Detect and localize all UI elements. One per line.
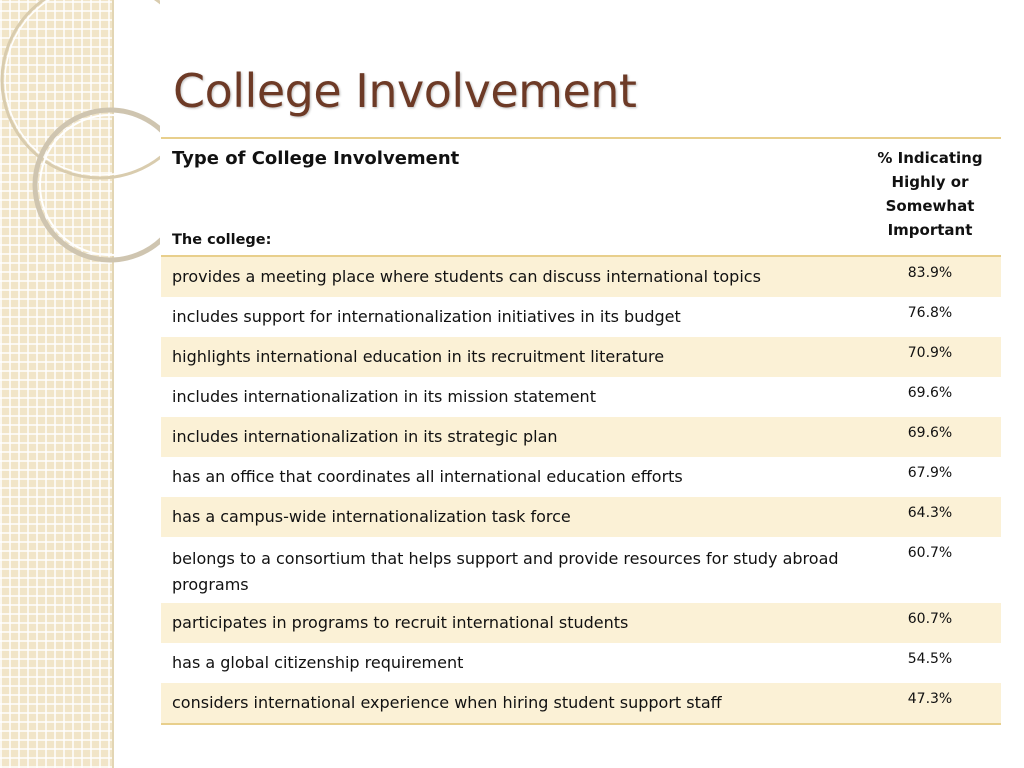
row-percent: 69.6% — [907, 385, 953, 401]
table-row — [161, 297, 1001, 337]
header-type-cell — [161, 138, 859, 256]
row-item: has an office that coordinates all international education efforts — [172, 467, 683, 486]
row-percent: 60.7% — [859, 603, 1001, 643]
row-percent: 60.7% — [907, 545, 953, 561]
row-percent: 64.3% — [859, 497, 1001, 537]
table-row — [161, 497, 1001, 537]
row-item: highlights international education in its recruitment literature — [161, 337, 859, 377]
involvement-table — [161, 137, 1001, 725]
row-percent: 67.9% — [907, 465, 953, 481]
row-item: includes internationalization in its mission statement — [172, 387, 596, 406]
table-row — [161, 643, 1001, 683]
row-percent: 83.9% — [859, 256, 1001, 297]
header-percent-label: % Indicating Highly or Somewhat Important — [859, 138, 1001, 256]
table-row — [161, 537, 1001, 603]
table-row — [161, 256, 1001, 297]
table-row — [161, 683, 1001, 724]
decorative-circles — [0, 0, 160, 300]
header-type-label: Type of College Involvement — [172, 148, 460, 169]
row-item: has a global citizenship requirement — [172, 653, 464, 672]
row-item: has a campus-wide internationalization task force — [161, 497, 859, 537]
row-percent: 47.3% — [859, 683, 1001, 724]
row-item: includes support for internationalization initiatives in its budget — [172, 307, 681, 326]
table-row — [161, 603, 1001, 643]
slide-title: College Involvement — [173, 64, 637, 118]
row-percent: 76.8% — [907, 305, 953, 321]
table-header-row — [161, 138, 1001, 256]
row-item: belongs to a consortium that helps support and provide resources for study abroad programs — [172, 549, 839, 594]
table-row — [161, 417, 1001, 457]
row-percent: 70.9% — [859, 337, 1001, 377]
row-percent: 69.6% — [859, 417, 1001, 457]
table-row — [161, 457, 1001, 497]
row-item: considers international experience when hiring student support staff — [161, 683, 859, 724]
table-row — [161, 337, 1001, 377]
row-item: participates in programs to recruit international students — [161, 603, 859, 643]
row-percent: 54.5% — [907, 651, 953, 667]
header-subheader: The college: — [172, 232, 272, 248]
table-row — [161, 377, 1001, 417]
row-item: includes internationalization in its strategic plan — [161, 417, 859, 457]
row-item: provides a meeting place where students can discuss international topics — [161, 256, 859, 297]
